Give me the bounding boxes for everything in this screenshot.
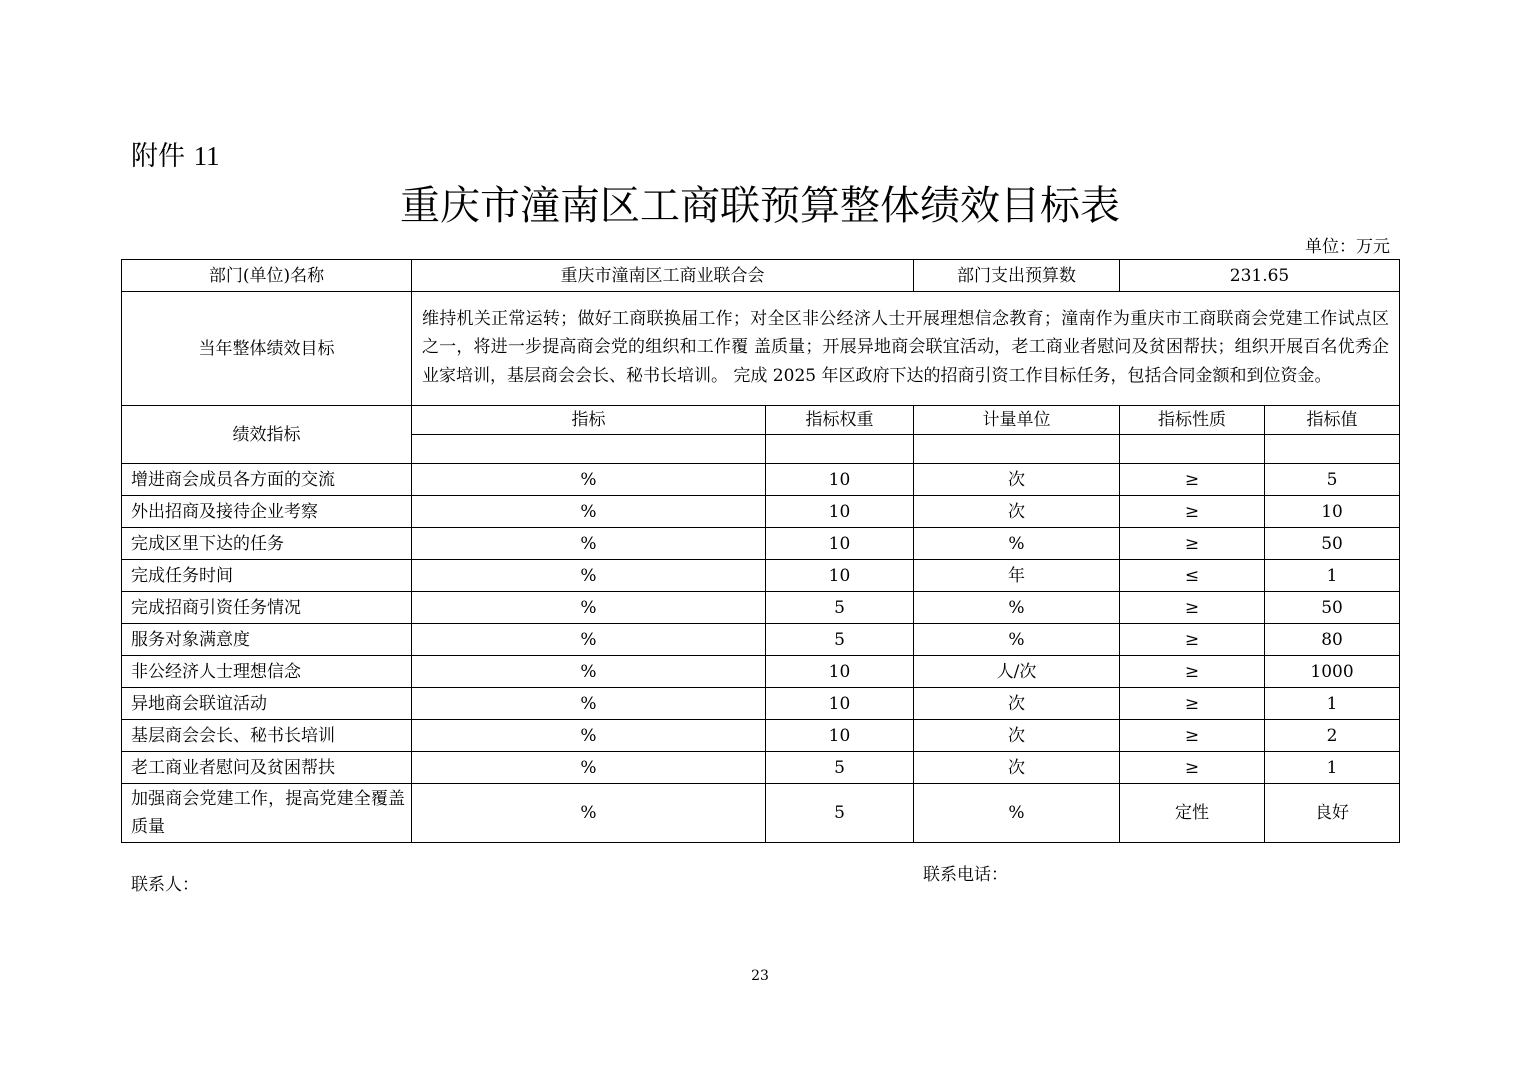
goal-text: 维持机关正常运转；做好工商联换届工作；对全区非公经济人士开展理想信念教育；潼南作为重庆市工商联商会党建工作试点区之一，将进一步提高商会党的组织和工作覆 盖质量；开展异地商会联宜活动，老工商业者慰问及贫困帮扶；组织开展百名优秀企业家培训，基层商会会长、秘书长培训。 完成 2025 年区政府下达的招商引资工作目标任务，包括合同金额和到位资金。 [412, 292, 1400, 406]
row-indicator: % [412, 752, 766, 784]
row-weight: 5 [766, 624, 914, 656]
phone-label: 联系电话： [923, 865, 1008, 885]
row-indicator: % [412, 560, 766, 592]
row-name: 增进商会成员各方面的交流 [122, 464, 412, 496]
row-nature: ≥ [1120, 496, 1265, 528]
table-row [122, 656, 1400, 688]
row-unit: % [914, 528, 1120, 560]
col-nature: 指标性质 [1120, 406, 1265, 435]
row-name: 异地商会联谊活动 [122, 688, 412, 720]
row-value: 80 [1265, 624, 1400, 656]
budget-label: 部门支出预算数 [914, 260, 1120, 292]
col-indicator: 指标 [412, 406, 766, 435]
table-row [122, 752, 1400, 784]
row-value: 5 [1265, 464, 1400, 496]
table-row [122, 624, 1400, 656]
row-indicator: % [412, 656, 766, 688]
row-nature: ≥ [1120, 720, 1265, 752]
row-indicator: % [412, 784, 766, 843]
unit-label: 单位：万元 [1305, 237, 1390, 257]
row-value: 良好 [1265, 784, 1400, 843]
row-indicator: % [412, 528, 766, 560]
blank-cell [1120, 435, 1265, 464]
table-row [122, 528, 1400, 560]
row-nature: 定性 [1120, 784, 1265, 843]
row-unit: 次 [914, 752, 1120, 784]
table-row [122, 560, 1400, 592]
row-name: 外出招商及接待企业考察 [122, 496, 412, 528]
row-weight: 10 [766, 464, 914, 496]
row-weight: 10 [766, 560, 914, 592]
row-name: 完成招商引资任务情况 [122, 592, 412, 624]
row-name: 完成任务时间 [122, 560, 412, 592]
row-unit: % [914, 784, 1120, 843]
row-unit: 次 [914, 720, 1120, 752]
table-row [122, 592, 1400, 624]
row-unit: 次 [914, 496, 1120, 528]
row-weight: 5 [766, 592, 914, 624]
row-weight: 5 [766, 752, 914, 784]
row-weight: 10 [766, 656, 914, 688]
row-nature: ≥ [1120, 624, 1265, 656]
row-value: 1 [1265, 560, 1400, 592]
contact-label: 联系人： [131, 875, 199, 895]
row-weight: 5 [766, 784, 914, 843]
row-weight: 10 [766, 496, 914, 528]
table-row [122, 784, 1400, 843]
page-number: 23 [751, 968, 769, 984]
indicators-label: 绩效指标 [122, 406, 412, 464]
row-nature: ≥ [1120, 464, 1265, 496]
row-value: 50 [1265, 592, 1400, 624]
row-nature: ≥ [1120, 528, 1265, 560]
goal-row [122, 292, 1400, 406]
goal-label: 当年整体绩效目标 [122, 292, 412, 406]
row-nature: ≥ [1120, 688, 1265, 720]
row-unit: 次 [914, 688, 1120, 720]
table-row [122, 496, 1400, 528]
row-nature: ≥ [1120, 752, 1265, 784]
row-indicator: % [412, 688, 766, 720]
row-indicator: % [412, 720, 766, 752]
page-title: 重庆市潼南区工商联预算整体绩效目标表 [400, 183, 1120, 229]
attachment-prefix: 附件 [131, 141, 185, 172]
col-value: 指标值 [1265, 406, 1400, 435]
row-indicator: % [412, 464, 766, 496]
row-unit: % [914, 592, 1120, 624]
row-unit: 人/次 [914, 656, 1120, 688]
row-nature: ≥ [1120, 592, 1265, 624]
indicator-header-row [122, 406, 1400, 435]
row-name: 加强商会党建工作，提高党建全覆盖质量 [122, 784, 412, 843]
row-indicator: % [412, 624, 766, 656]
row-name: 服务对象满意度 [122, 624, 412, 656]
row-indicator: % [412, 496, 766, 528]
row-nature: ≥ [1120, 656, 1265, 688]
table-row [122, 464, 1400, 496]
row-value: 1000 [1265, 656, 1400, 688]
blank-cell [412, 435, 766, 464]
row-name: 非公经济人士理想信念 [122, 656, 412, 688]
dept-value: 重庆市潼南区工商业联合会 [412, 260, 914, 292]
table-row [122, 688, 1400, 720]
budget-value: 231.65 [1120, 260, 1400, 292]
blank-cell [766, 435, 914, 464]
row-name: 完成区里下达的任务 [122, 528, 412, 560]
row-unit: % [914, 624, 1120, 656]
row-value: 1 [1265, 688, 1400, 720]
dept-label: 部门(单位)名称 [122, 260, 412, 292]
row-value: 10 [1265, 496, 1400, 528]
row-value: 1 [1265, 752, 1400, 784]
col-unit: 计量单位 [914, 406, 1120, 435]
blank-cell [1265, 435, 1400, 464]
attachment-number: 11 [193, 141, 220, 171]
attachment-label [131, 134, 220, 173]
row-unit: 年 [914, 560, 1120, 592]
table-row [122, 720, 1400, 752]
col-weight: 指标权重 [766, 406, 914, 435]
row-value: 2 [1265, 720, 1400, 752]
row-name: 老工商业者慰问及贫困帮扶 [122, 752, 412, 784]
row-nature: ≤ [1120, 560, 1265, 592]
row-name: 基层商会会长、秘书长培训 [122, 720, 412, 752]
row-weight: 10 [766, 528, 914, 560]
row-indicator: % [412, 592, 766, 624]
header-row [122, 260, 1400, 292]
blank-cell [914, 435, 1120, 464]
row-weight: 10 [766, 720, 914, 752]
row-value: 50 [1265, 528, 1400, 560]
row-weight: 10 [766, 688, 914, 720]
performance-table [121, 259, 1400, 843]
row-unit: 次 [914, 464, 1120, 496]
